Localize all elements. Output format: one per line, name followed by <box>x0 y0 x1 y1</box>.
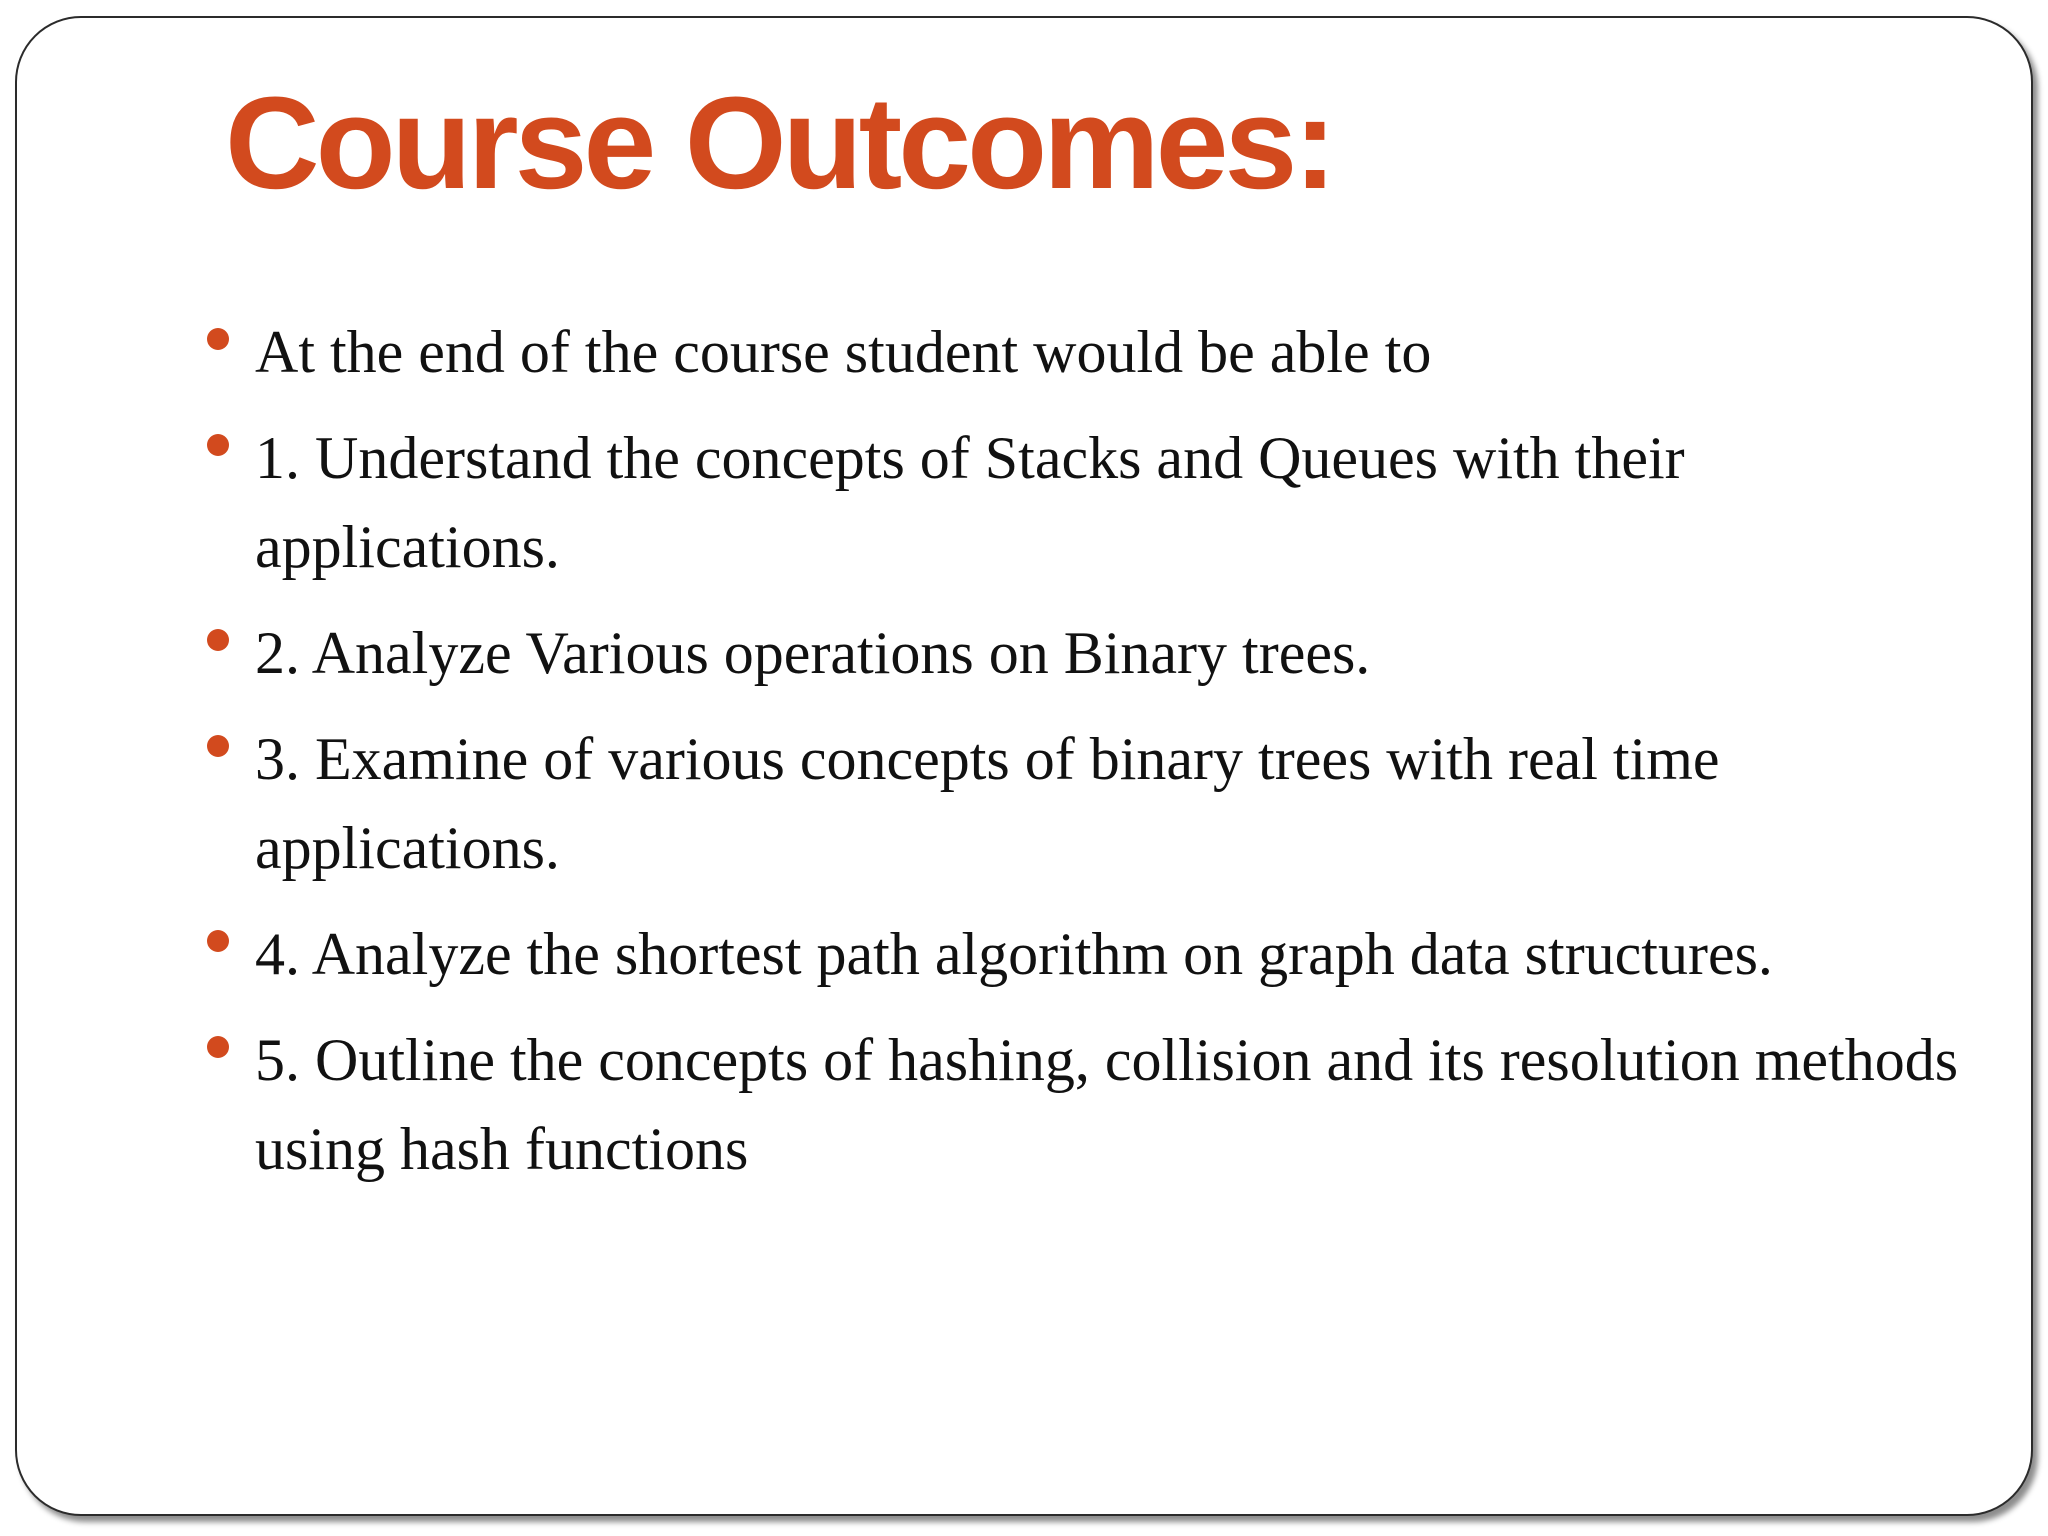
bullet-text: 2. Analyze Various operations on Binary trees. <box>255 620 1371 686</box>
bullet-text: 5. Outline the concepts of hashing, collision and its resolution methods using hash functions <box>255 1027 1959 1182</box>
slide <box>15 16 2033 1516</box>
bullet-item-outcome-3 <box>17 715 2033 893</box>
bullet-text: 4. Analyze the shortest path algorithm on graph data structures. <box>255 921 1773 987</box>
bullet-text: At the end of the course student would be able to <box>255 319 1432 385</box>
bullet-dot-icon <box>207 735 229 757</box>
slide-title: Course Outcomes: <box>225 69 1333 216</box>
bullet-list <box>17 308 2033 1211</box>
bullet-item-outcome-1 <box>17 414 2033 592</box>
bullet-dot-icon <box>207 434 229 456</box>
bullet-item-outcome-4 <box>17 910 2033 999</box>
bullet-item-outcome-5 <box>17 1016 2033 1194</box>
bullet-item-intro <box>17 308 2033 397</box>
bullet-text: 1. Understand the concepts of Stacks and Queues with their applications. <box>255 425 1685 580</box>
bullet-dot-icon <box>207 930 229 952</box>
bullet-dot-icon <box>207 328 229 350</box>
bullet-item-outcome-2 <box>17 609 2033 698</box>
bullet-text: 3. Examine of various concepts of binary trees with real time applications. <box>255 726 1720 881</box>
bullet-dot-icon <box>207 1036 229 1058</box>
bullet-dot-icon <box>207 629 229 651</box>
